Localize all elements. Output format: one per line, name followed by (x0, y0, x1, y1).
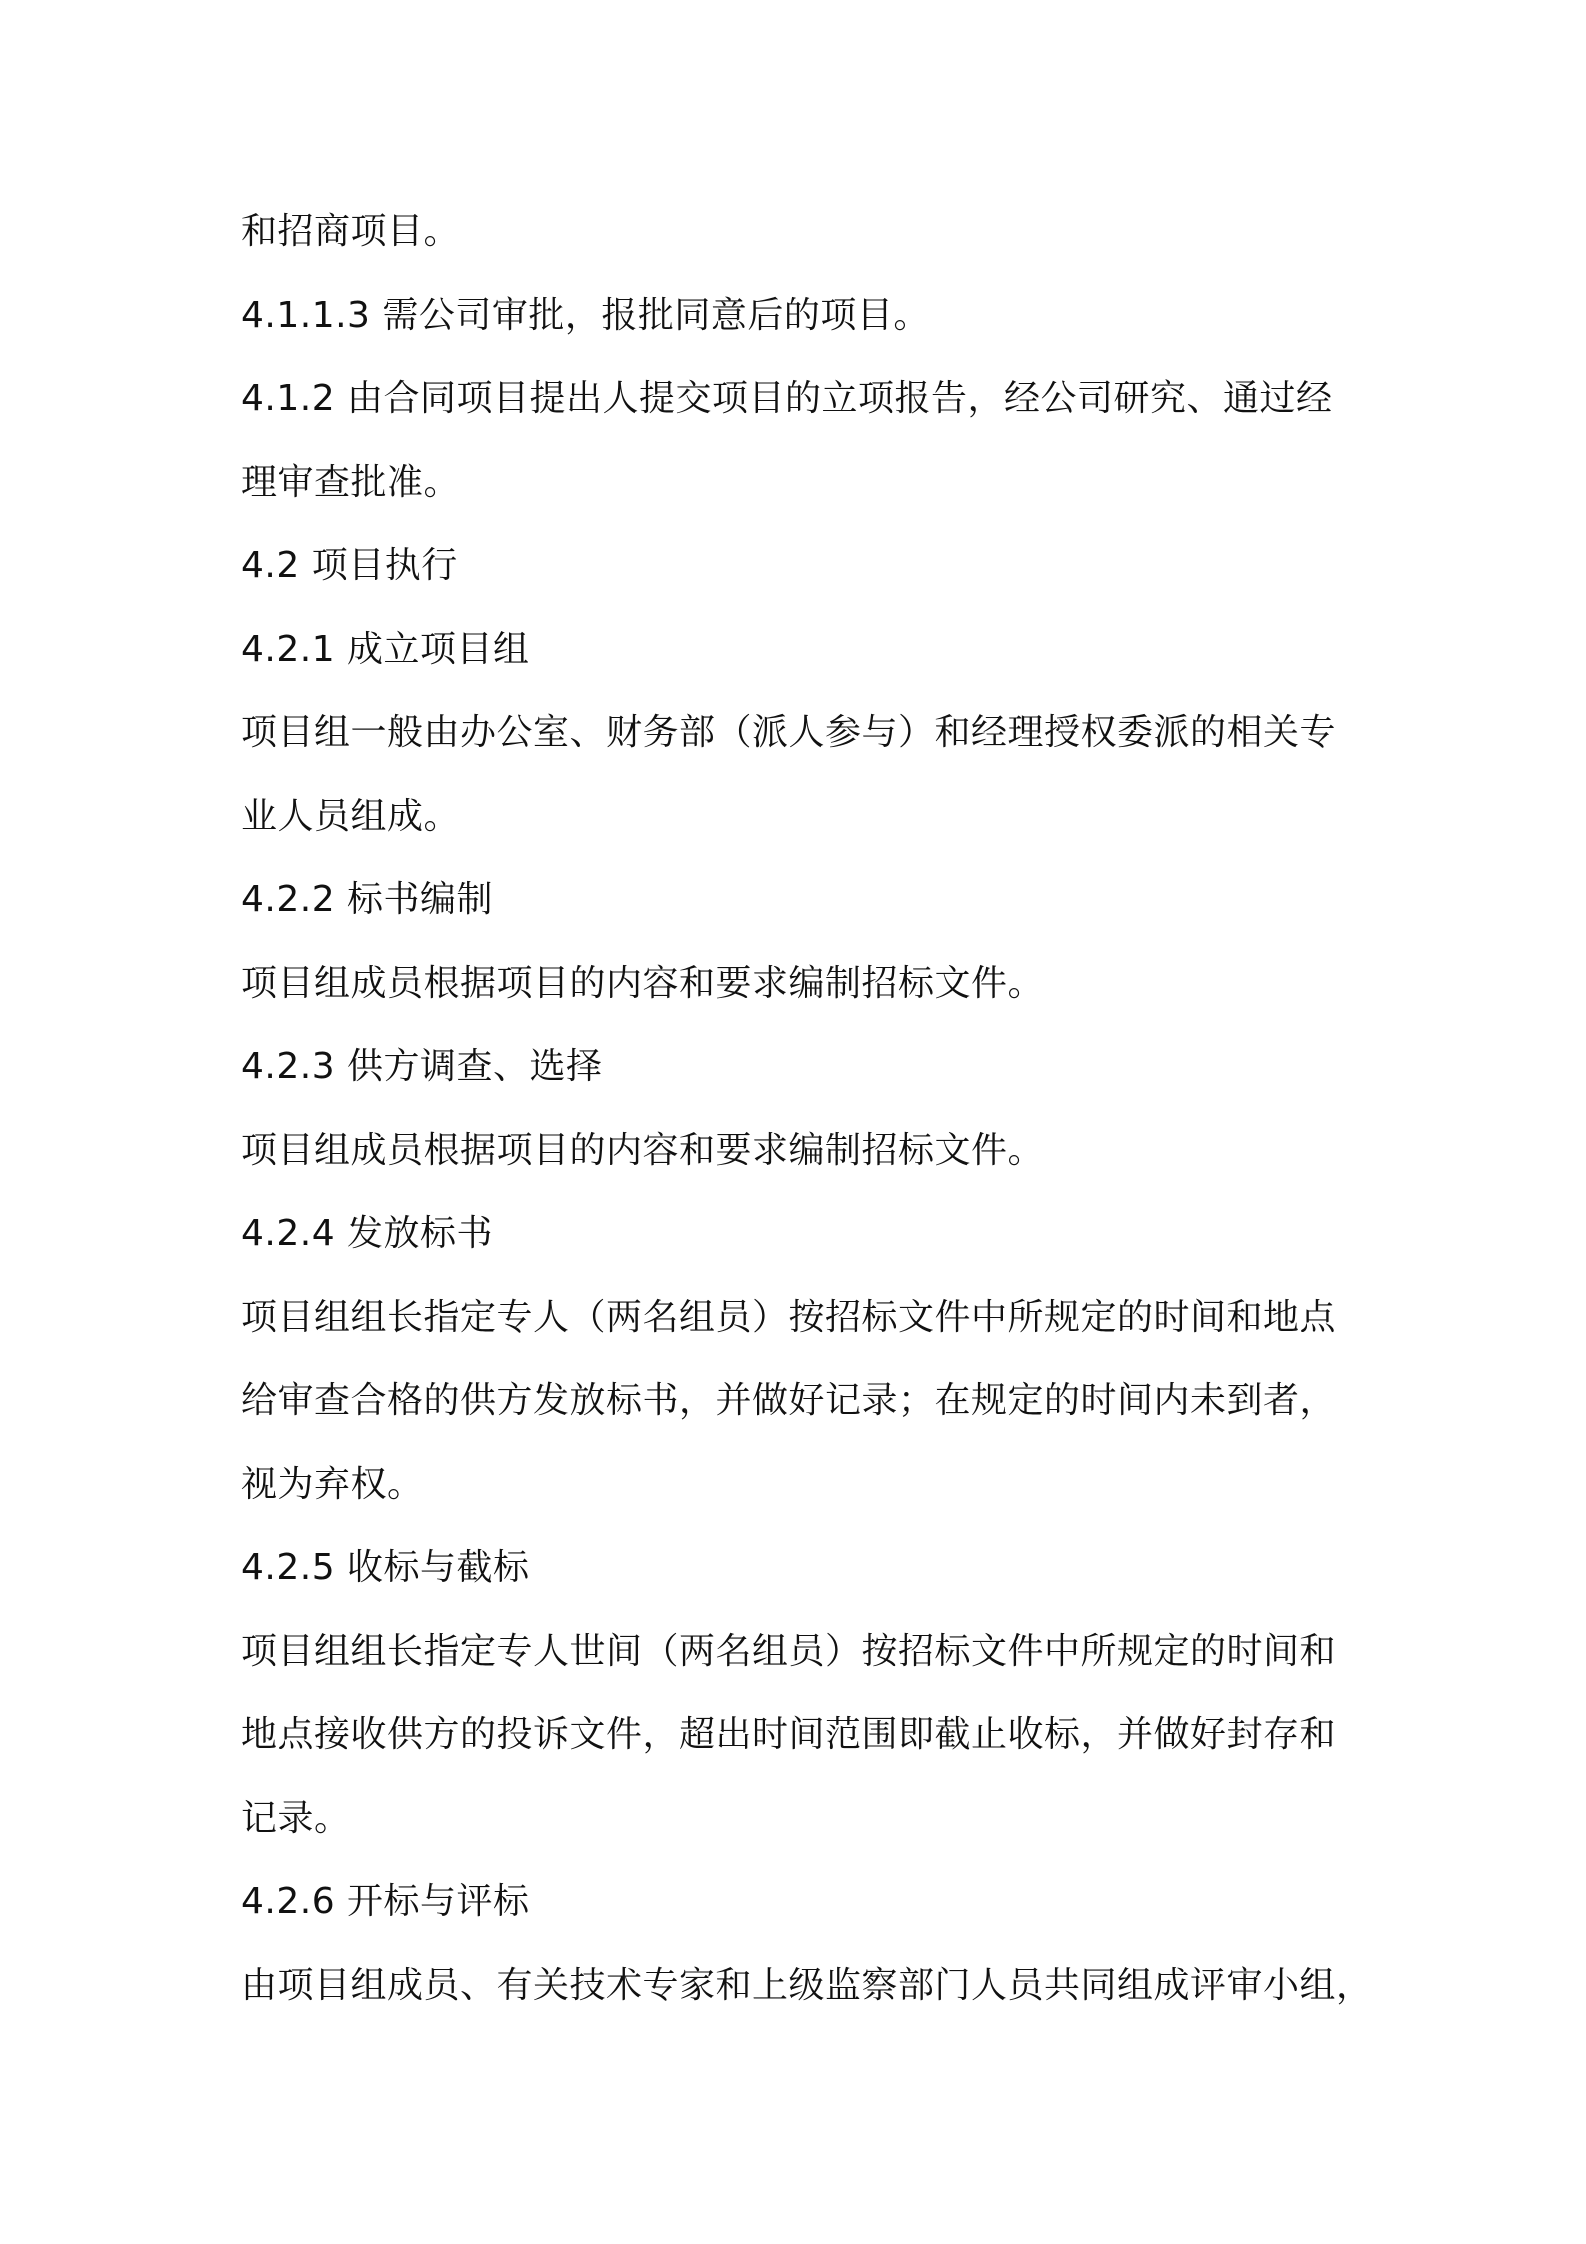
text-line: 给审查合格的供方发放标书，并做好记录；在规定的时间内未到者， (241, 1380, 1337, 1421)
text-line: 视为弃权。 (241, 1463, 424, 1505)
text-line: 项目组组长指定专人（两名组员）按招标文件中所规定的时间和地点 (241, 1296, 1337, 1338)
section-heading: 4.2 项目执行 (241, 545, 458, 586)
text-line: 由项目组成员、有关技术专家和上级监察部门人员共同组成评审小组， (241, 1964, 1373, 2006)
text-line: 项目组一般由办公室、财务部（派人参与）和经理授权委派的相关专 (241, 712, 1337, 753)
section-heading: 4.2.1 成立项目组 (241, 628, 530, 670)
text-line: 理审查批准。 (241, 461, 461, 503)
text-line: 项目组成员根据项目的内容和要求编制招标文件。 (241, 1129, 1045, 1171)
section-heading: 4.1.2 由合同项目提出人提交项目的立项报告，经公司研究、通过经 (241, 378, 1333, 419)
section-heading: 4.2.6 开标与评标 (241, 1881, 530, 1922)
text-line: 地点接收供方的投诉文件，超出时间范围即截止收标，并做好封存和 (241, 1714, 1337, 1755)
section-heading: 4.1.1.3 需公司审批，报批同意后的项目。 (241, 294, 930, 336)
section-heading: 4.2.4 发放标书 (241, 1213, 494, 1254)
section-heading: 4.2.3 供方调查、选择 (241, 1046, 603, 1087)
text-line: 业人员组成。 (241, 795, 461, 837)
text-line: 和招商项目。 (241, 211, 461, 252)
document-body (241, 190, 1371, 2027)
section-heading: 4.2.5 收标与截标 (241, 1547, 530, 1588)
text-line: 项目组成员根据项目的内容和要求编制招标文件。 (241, 962, 1045, 1004)
section-heading: 4.2.2 标书编制 (241, 879, 494, 920)
text-line: 项目组组长指定专人世间（两名组员）按招标文件中所规定的时间和 (241, 1630, 1337, 1672)
text-line: 记录。 (241, 1797, 351, 1839)
